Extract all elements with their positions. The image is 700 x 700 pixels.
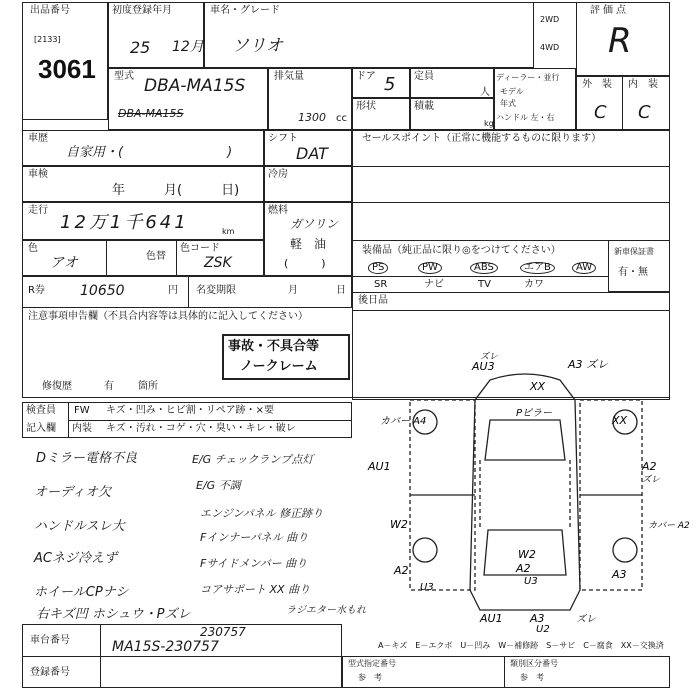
footer-divider [100,624,101,688]
mark-top-xx: XX [530,380,546,393]
mark-a2-left: A2 [394,564,409,577]
ac-label: 冷房 [268,169,288,180]
fuel-label: 燃料 [268,205,288,216]
mileage-label: 走行 [28,205,48,216]
type-cert-label: 型式指定番号 [348,659,396,668]
mark-top-right: A3 ズレ [568,358,609,371]
equip-abs: ABS [470,262,498,274]
type-value: DBA-MA15S [144,76,246,96]
color-divider-1 [106,240,107,276]
mark-a2-right: A2 [642,460,657,473]
mark-pillar: Pピラー [516,408,553,419]
ext-int-divider [622,76,623,130]
later-line [352,310,670,311]
color-code-label: 色コード [180,243,220,254]
class-ref: 参 考 [520,673,544,682]
sales-line-1 [352,166,670,167]
equip-pw: PW [418,262,442,274]
remark-right-3: エンジンパネル 修正跡り [200,507,324,520]
remark-left-5: ホイールCPナシ [34,585,129,600]
mark-u3-left: U3 [420,582,434,593]
door-value: 5 [384,74,396,95]
mark-au1: AU1 [368,460,391,473]
inspector-label-1: 検査員 [26,405,56,416]
int-label: 内 装 [628,79,658,90]
disp-unit: cc [336,113,347,124]
mileage-value: 12万1千641 [60,212,189,233]
mark-xx-right: XX [612,414,628,427]
grade-value: R [608,21,632,61]
sales-line-2 [352,202,670,203]
recycle-divider [188,276,189,308]
lot-number: 3061 [38,54,96,84]
mark-top-zure: ズレ [480,352,499,362]
mark-bottom-a3: A3 [530,612,545,625]
lot-prefix: [2133] [34,35,61,44]
int-items: キズ・汚れ・コゲ・穴・臭い・キレ・破レ [106,423,296,434]
remark-right-1: E/G チェックランプ点灯 [192,453,314,466]
car-name: ソリオ [232,36,283,56]
remark-left-3: ハンドルスレ大 [34,519,125,534]
type-strike: DBA-MA15S [118,107,184,120]
history-label: 車歴 [28,133,48,144]
class-label: 類別区分番号 [510,659,558,668]
remark-left-2: オーディオ欠 [34,485,111,500]
equipment-label: 装備品（純正品に限り◎をつけてください） [362,245,561,256]
legend: A－キズ E－エクボ U－凹み W－補修跡 S－サビ C－腐食 XX－交換済 [378,641,664,650]
later-label: 後日品 [358,295,388,306]
name-label: 車名・グレード [210,5,280,16]
cert-divider [504,656,505,688]
mark-bottom-au1: AU1 [480,612,503,625]
recycle-unit: 円 [168,285,178,296]
first-reg-month: 12月 [172,39,204,55]
equip-leather: カワ [524,279,544,290]
type-cert-ref: 参 考 [358,673,382,682]
model-year-label: モデル [500,87,524,96]
stamp-line2: ノークレーム [240,359,318,374]
inspector-label-2: 記入欄 [26,423,56,434]
remark-right-6: コアサポート XX 曲り [200,583,311,596]
color-tone-label: 色替 [146,251,166,262]
door-label: ドア [356,71,376,82]
ext-value: C [594,102,607,123]
warranty-label: 新車保証書 [614,247,654,256]
int-value: C [638,102,651,123]
color-code-value: ZSK [204,255,232,271]
remark-bottom: 右キズ凹 ホシュウ・Pズレ [36,607,191,622]
color-value: アオ [50,255,78,271]
inspector-divider [68,402,69,438]
car-damage-diagram [368,352,690,635]
reg-label: 登録番号 [30,667,70,678]
recycle-month: 月 [288,285,298,296]
chassis-value-1: 230757 [200,625,246,639]
remark-bottom-right: ラジエター水もれ [286,605,366,616]
load-label: 積載 [414,101,434,112]
mark-bottom-u2: U2 [536,624,550,635]
footer-mid [22,656,342,657]
history-value: 自家用・( ) [66,145,233,160]
repair-value: 有 [104,381,114,392]
lot-label: 出品番号 [30,5,70,16]
ext-label: 外 装 [582,79,612,90]
load-unit: kg [484,119,494,128]
fuel-gas: ガソリン [290,217,339,231]
mark-left-cover: カバー A4 [380,416,427,427]
mileage-unit: km [222,227,235,236]
remark-right-4: Fインナーパネル 曲り [200,531,309,544]
fw-items: キズ・凹み・ヒビ割・リペア跡・×要 [106,405,274,416]
mark-w2-left: W2 [390,518,408,531]
notes-label: 注意事項申告欄（不具合内容等は具体的に記入してください） [28,311,308,322]
disp-label: 排気量 [274,71,304,82]
dealer-label: ディーラー・並行 [496,73,560,82]
color-label: 色 [28,243,38,254]
repair-label: 修復歴 [42,381,72,392]
mark-top-left: AU3 [472,360,495,373]
mark-w2-rear: W2 [518,548,536,561]
type-label: 型式 [114,71,134,82]
handle-label: ハンドル 左・右 [496,113,555,122]
equip-aw: AW [572,262,596,274]
inspection-label: 車検 [28,169,48,180]
fuel-other: ( ) [284,257,326,270]
disp-value: 1300 [298,111,326,124]
mark-bottom-zure: ズレ [576,614,596,625]
seats-unit: 人 [480,87,490,98]
remark-right-5: Fサイドメンバー 曲り [200,557,308,570]
drive-4wd: 4WD [540,43,560,52]
equip-sr: SR [374,279,388,290]
shift-value: DAT [296,144,328,163]
int-items-label: 内装 [72,423,92,434]
drive-2wd: 2WD [540,15,560,24]
equip-airbag: エアB [520,262,555,274]
mark-u3-rear: U3 [524,576,538,587]
chassis-value-2: MA15S-230757 [112,639,219,655]
recycle-label: R券 [28,285,45,296]
remark-right-2: E/G 不調 [196,479,241,492]
recycle-day: 日 [336,285,346,296]
mark-a3-right: A3 [612,568,627,581]
recycle-value: 10650 [80,283,125,299]
shift-label: シフト [268,133,298,144]
remark-left-1: Dミラー電格不良 [36,451,138,466]
stamp-line1: 事故・不具合等 [228,339,320,354]
fuel-diesel: 軽 油 [290,237,327,251]
equip-line-1 [352,276,608,277]
warranty-value: 有・無 [618,267,648,278]
recycle-expiry-label: 名変期限 [196,285,236,296]
inspector-mid [68,420,352,421]
color-divider-2 [176,240,177,276]
equip-ps: PS [368,262,388,274]
grade-label: 評価点 [590,5,629,16]
equip-tv: TV [478,279,491,290]
mark-cover-right: カバー A2 [648,521,690,531]
equip-navi: ナビ [424,279,444,290]
first-reg-year: 25 [130,38,151,57]
recycle-box [22,276,352,308]
inspection-value: 年 月( 日) [112,183,240,198]
seats-label: 定員 [414,71,434,82]
fw-label: FW [74,405,90,416]
equip-line-2 [352,292,670,293]
repair-suffix: 箇所 [138,381,158,392]
shape-label: 形状 [356,101,376,112]
mark-right-zure: ズレ [642,475,661,485]
year-label: 年式 [500,99,516,108]
sales-label: セールスポイント（正常に機能するものに限ります） [362,133,602,144]
chassis-label: 車台番号 [30,635,70,646]
remark-left-4: ACネジ冷えず [34,551,117,566]
mark-a2-rear: A2 [516,562,531,575]
first-reg-label: 初度登録年月 [112,5,172,16]
